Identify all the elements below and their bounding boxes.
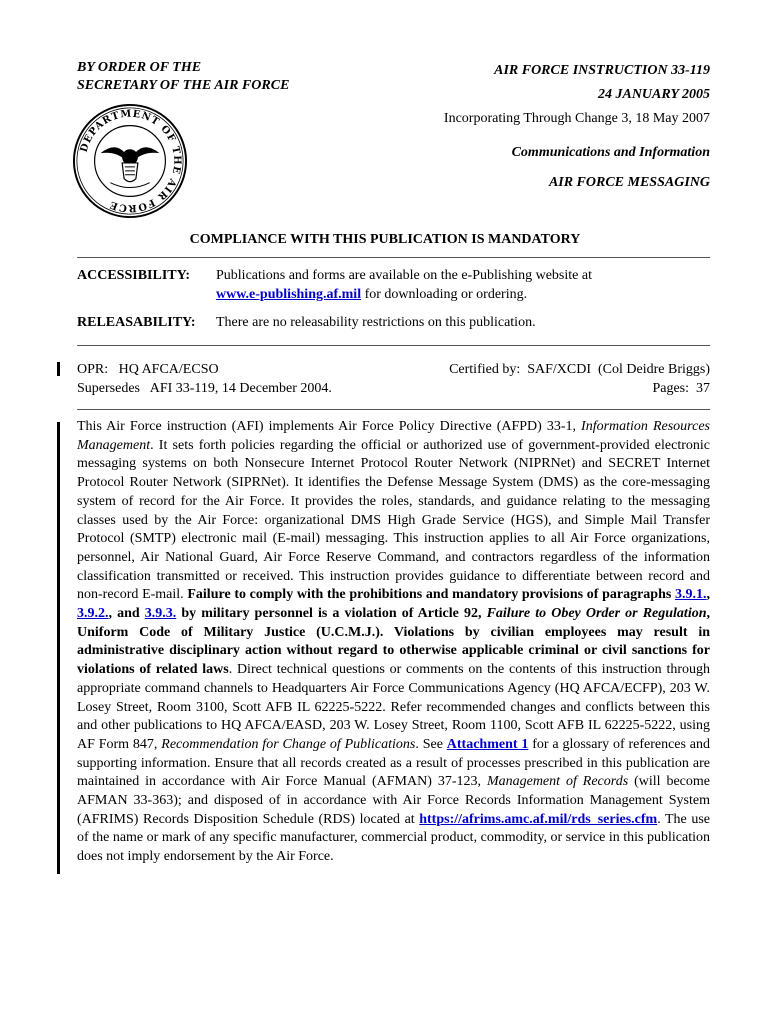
mandatory-notice: COMPLIANCE WITH THIS PUBLICATION IS MANDATORY [189,232,581,247]
document-title: AIR FORCE MESSAGING [548,175,710,190]
summary-text: . See [415,736,447,752]
change-note: Incorporating Through Change 3, 18 May 2007 [443,111,710,126]
change-bar [57,422,60,874]
paragraph-link-3-9-1[interactable]: 3.9.1. [675,587,707,603]
paragraph-link-3-9-3[interactable]: 3.9.3. [144,606,177,622]
summary-text: . The use of the name or mark of any specific manufacturer, commercial product, commodity, or service in this publication does not imply endorsement by the Air Force. [77,811,710,865]
divider [77,257,710,258]
by-order-line1: BY ORDER OF THE [77,60,202,75]
summary-text: This Air Force instruction (AFI) implements Air Force Policy Directive (AFPD) 33-1, [77,419,582,434]
divider [77,409,710,410]
summary-text: (will become AFMAN 33-363); and disposed of in accordance with Air Force Records Information Management System (AFRIMS) Records Disposition Schedule (RDS) located at [77,774,710,827]
opr-line: OPR: HQ AFCA/ECSO [77,362,219,377]
accessibility-label: ACCESSIBILITY: [77,268,191,283]
certified-by: Certified by: SAF/XCDI (Col Deidre Briggs) [449,362,710,377]
opr-block [77,360,332,398]
summary-text: . It sets forth policies regarding the official or authorized use of government-provided electronic messaging systems on both Nonsecure Internet Protocol Router Network (NIPRNet) and SECRET Internet Protocol Router Network (SIPRNet). It identifies the Defense Message System (DMS) as the core-messaging system of record for the Air Force. It provides the roles, standards, and guidance relating to the messaging classes used by the Air Force: organizational DMS High Grade Service (HGS), and Simple Mail Transfer Protocol (SMTP) electronic mail (E-mail) messaging. This instruction applies to all Air Force organizations, personnel, Air National Guard, Air Force Reserve Command, and contractors regardless of the information classification transmitted or received. This instruction provides guidance to differentiate between record and non-record E-mail. [77,437,710,603]
instruction-number: AIR FORCE INSTRUCTION 33-119 [494,63,710,78]
violation-warning: , Uniform Code of Military Justice (U.C.M.J.). Violations by civilian employees may result in administrative disciplinary action without regard to otherwise applicable criminal or civil sanctions for violations of related laws [77,606,710,678]
afpd-title: Information Resources Management [77,419,710,453]
summary-paragraph [77,418,710,867]
article-title: Failure to Obey Order or Regulation [486,606,707,622]
accessibility-suffix: for downloading or ordering. [364,287,528,302]
releasability-text: There are no releasability restrictions on this publication. [216,315,536,330]
by-order-block [77,59,289,95]
separator-text: , [706,587,710,603]
subject-line: Communications and Information [511,145,710,160]
form-title: Recommendation for Change of Publications [161,736,416,752]
violation-warning: by military personnel is a violation of Article 92, [176,606,487,622]
accessibility-text [216,266,716,304]
afman-title: Management of Records [486,774,629,790]
violation-warning: Failure to comply with the prohibitions and mandatory provisions of paragraphs [187,587,675,603]
by-order-line2: SECRETARY OF THE AIR FORCE [77,78,290,93]
releasability-label: RELEASABILITY: [77,315,196,330]
divider [77,345,710,346]
summary-text: . Direct technical questions or comments on the contents of this instruction through appropriate command channels to Headquarters Air Force Communications Agency (HQ AFCA/ECFP), 203 W. Losey Street, Room 3100, Scott AFB IL 62225-5222. Refer recommended changes and conflicts between this and other publications to HQ AFCA/EASD, 203 W. Losey Street, Room 1100, Scott AFB IL 62225-5222, using AF Form 847, [77,662,710,752]
page-count: Pages: 37 [652,381,710,396]
attachment-1-link[interactable]: Attachment 1 [446,736,529,752]
summary-text: for a glossary of references and supporting information. Ensure that all records created as a result of processes prescribed in this publication are maintained in accordance with Air Force Manual (AFMAN) 37-123, [77,736,711,790]
certification-block [449,360,710,398]
accessibility-body: Publications and forms are available on the e-Publishing website at [216,268,592,283]
seal-outer-text: DEPARTMENT OF THE AIR FORCE [78,108,183,214]
instruction-date: 24 JANUARY 2005 [597,87,710,102]
air-force-seal-icon [71,102,189,220]
supersedes-line: Supersedes AFI 33-119, 14 December 2004. [77,381,332,396]
separator-text: , and [108,606,145,622]
instruction-block [444,59,710,195]
paragraph-link-3-9-2[interactable]: 3.9.2. [77,606,109,622]
e-publishing-link[interactable]: www.e-publishing.af.mil [216,287,362,302]
change-bar [57,362,60,376]
afrims-link[interactable]: https://afrims.amc.af.mil/rds_series.cfm [419,811,658,827]
